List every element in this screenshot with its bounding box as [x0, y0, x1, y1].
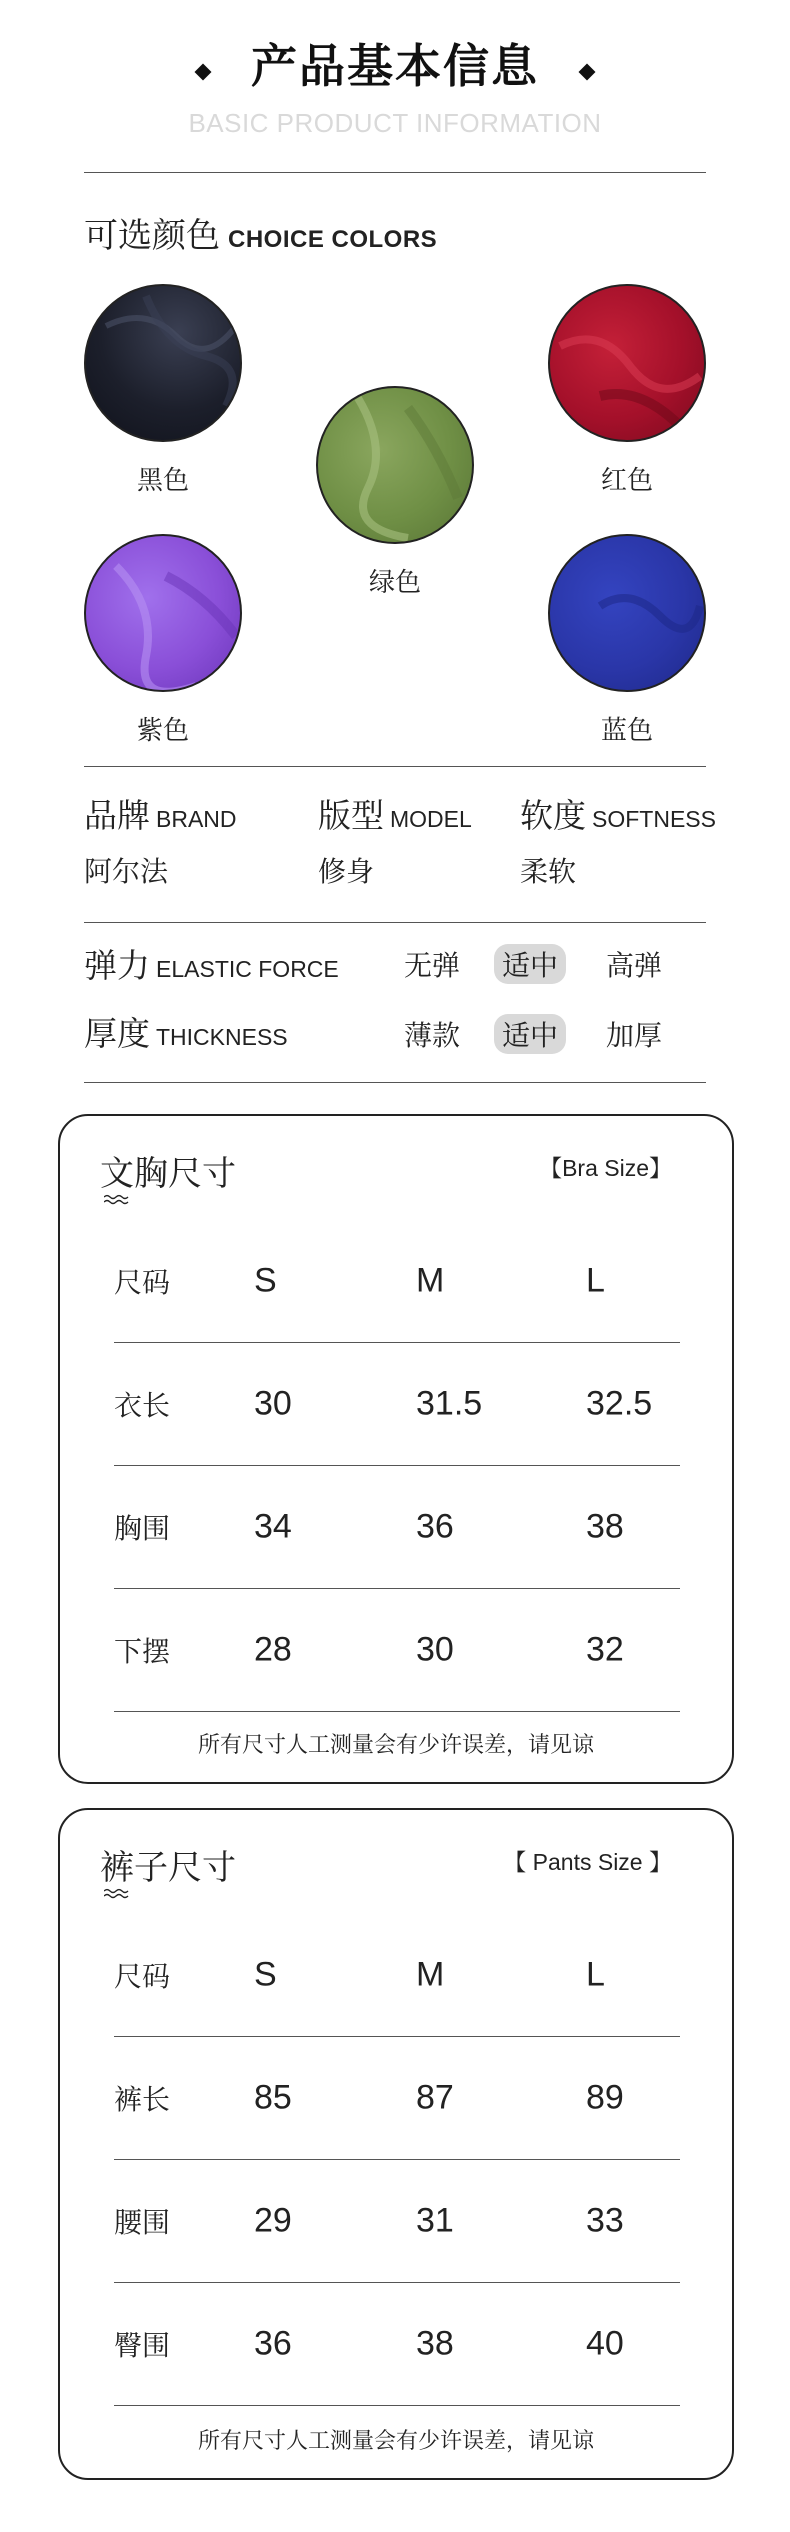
table-cell: 34: [254, 1507, 292, 1546]
attr-brand-value: 阿尔法: [84, 855, 169, 888]
table-header-cell: M: [416, 1261, 445, 1300]
table-header-row: [114, 1220, 680, 1343]
fabric-texture-icon: [318, 388, 474, 544]
scale-elastic-option-medium[interactable]: 适中: [494, 944, 566, 984]
table-cell: 31: [416, 2201, 454, 2240]
table-cell: 38: [416, 2324, 454, 2363]
attr-model-label-en: MODEL: [390, 806, 472, 832]
pants-size-card: [58, 1808, 734, 2480]
table-row: [114, 2037, 680, 2160]
table-header-cell: L: [586, 1955, 605, 1994]
bra-size-note: 所有尺寸人工测量会有少许误差，请见谅: [197, 1733, 594, 1758]
wave-icon: [104, 1194, 130, 1206]
table-row: [114, 1466, 680, 1589]
swatch-red[interactable]: [548, 284, 706, 442]
fabric-texture-icon: [550, 536, 706, 692]
fabric-texture-icon: [86, 536, 242, 692]
scale-thickness-option-thin[interactable]: 薄款: [404, 1019, 461, 1052]
table-row-label: 下摆: [114, 1635, 171, 1668]
swatch-green[interactable]: [316, 386, 474, 544]
scale-thickness-option-thick[interactable]: 加厚: [606, 1019, 663, 1052]
swatch-label-blue: 蓝色: [600, 716, 653, 746]
scale-thickness-label: [84, 1008, 288, 1055]
scale-elastic-option-high[interactable]: 高弹: [606, 949, 663, 982]
table-row-label: 臀围: [114, 2329, 171, 2362]
fabric-texture-icon: [550, 286, 706, 442]
attr-softness-label-cn: 软度: [520, 796, 586, 835]
attr-softness-value: 柔软: [520, 855, 577, 888]
swatch-blue[interactable]: [548, 534, 706, 692]
table-cell: 89: [586, 2078, 624, 2117]
pants-size-title: 裤子尺寸: [100, 1848, 236, 1888]
table-cell: 33: [586, 2201, 624, 2240]
divider: [84, 766, 706, 767]
table-cell: 29: [254, 2201, 292, 2240]
table-row: [114, 2160, 680, 2283]
attr-model: [318, 790, 472, 837]
diamond-right-icon: [579, 63, 596, 80]
table-cell: 38: [586, 1507, 624, 1546]
bra-size-card: [58, 1114, 734, 1784]
table-row: [114, 1589, 680, 1712]
scale-thickness-label-en: THICKNESS: [156, 1024, 288, 1050]
scale-elastic-option-low[interactable]: 无弹: [404, 949, 461, 982]
attr-model-label-cn: 版型: [318, 796, 384, 835]
table-cell: 30: [254, 1384, 292, 1423]
attr-model-value: 修身: [318, 855, 375, 888]
table-cell: 36: [254, 2324, 292, 2363]
table-row-label: 衣长: [114, 1389, 171, 1422]
swatch-label-red: 红色: [600, 466, 653, 496]
fabric-texture-icon: [86, 286, 242, 442]
table-cell: 30: [416, 1630, 454, 1669]
scale-elastic-label: [84, 940, 339, 987]
colors-heading-en: CHOICE COLORS: [228, 226, 438, 253]
swatch-label-black: 黑色: [136, 466, 189, 496]
attr-brand-label-en: BRAND: [156, 806, 237, 832]
page-subtitle: BASIC PRODUCT INFORMATION: [188, 108, 602, 138]
table-cell: 32: [586, 1630, 624, 1669]
table-header-cell: S: [254, 1261, 277, 1300]
scale-elastic-label-en: ELASTIC FORCE: [156, 956, 339, 982]
table-cell: 40: [586, 2324, 624, 2363]
table-row: [114, 2283, 680, 2406]
divider: [84, 1082, 706, 1083]
pants-size-table: [114, 1914, 680, 2406]
page-title: 产品基本信息: [251, 39, 539, 93]
table-cell: 31.5: [416, 1384, 483, 1423]
table-row-label: 胸围: [114, 1512, 171, 1545]
table-header-cell: M: [416, 1955, 445, 1994]
scale-thickness-label-cn: 厚度: [84, 1014, 150, 1053]
pants-size-tag: 【 Pants Size 】: [503, 1849, 672, 1875]
swatch-purple[interactable]: [84, 534, 242, 692]
pants-size-note: 所有尺寸人工测量会有少许误差，请见谅: [197, 2429, 594, 2454]
scale-thickness-option-medium[interactable]: 适中: [494, 1014, 566, 1054]
table-row-label: 裤长: [114, 2083, 171, 2116]
bra-size-title: 文胸尺寸: [100, 1154, 236, 1194]
attr-softness-label-en: SOFTNESS: [592, 806, 716, 832]
scale-elastic-label-cn: 弹力: [84, 946, 150, 985]
colors-heading: [84, 208, 437, 257]
table-cell: 36: [416, 1507, 454, 1546]
colors-heading-cn: 可选颜色: [84, 216, 220, 256]
divider: [84, 922, 706, 923]
table-cell: 32.5: [586, 1384, 653, 1423]
table-row: [114, 1343, 680, 1466]
table-header-row: [114, 1914, 680, 2037]
table-header-cell: S: [254, 1955, 277, 1994]
table-cell: 85: [254, 2078, 292, 2117]
diamond-left-icon: [195, 63, 212, 80]
table-header-cell: 尺码: [114, 1960, 171, 1993]
table-header-cell: L: [586, 1261, 605, 1300]
table-header-cell: 尺码: [114, 1266, 171, 1299]
swatch-label-green: 绿色: [368, 568, 421, 598]
table-cell: 28: [254, 1630, 292, 1669]
bra-size-tag: 【Bra Size】: [539, 1155, 672, 1181]
bra-size-table: [114, 1220, 680, 1712]
swatch-black[interactable]: [84, 284, 242, 442]
attr-brand: [84, 790, 237, 837]
attr-brand-label-cn: 品牌: [84, 796, 150, 835]
wave-icon: [104, 1888, 130, 1900]
swatch-label-purple: 紫色: [136, 716, 189, 746]
divider: [84, 172, 706, 173]
table-row-label: 腰围: [114, 2206, 171, 2239]
page-title-row: [0, 30, 790, 96]
table-cell: 87: [416, 2078, 454, 2117]
attr-softness: [520, 790, 716, 837]
